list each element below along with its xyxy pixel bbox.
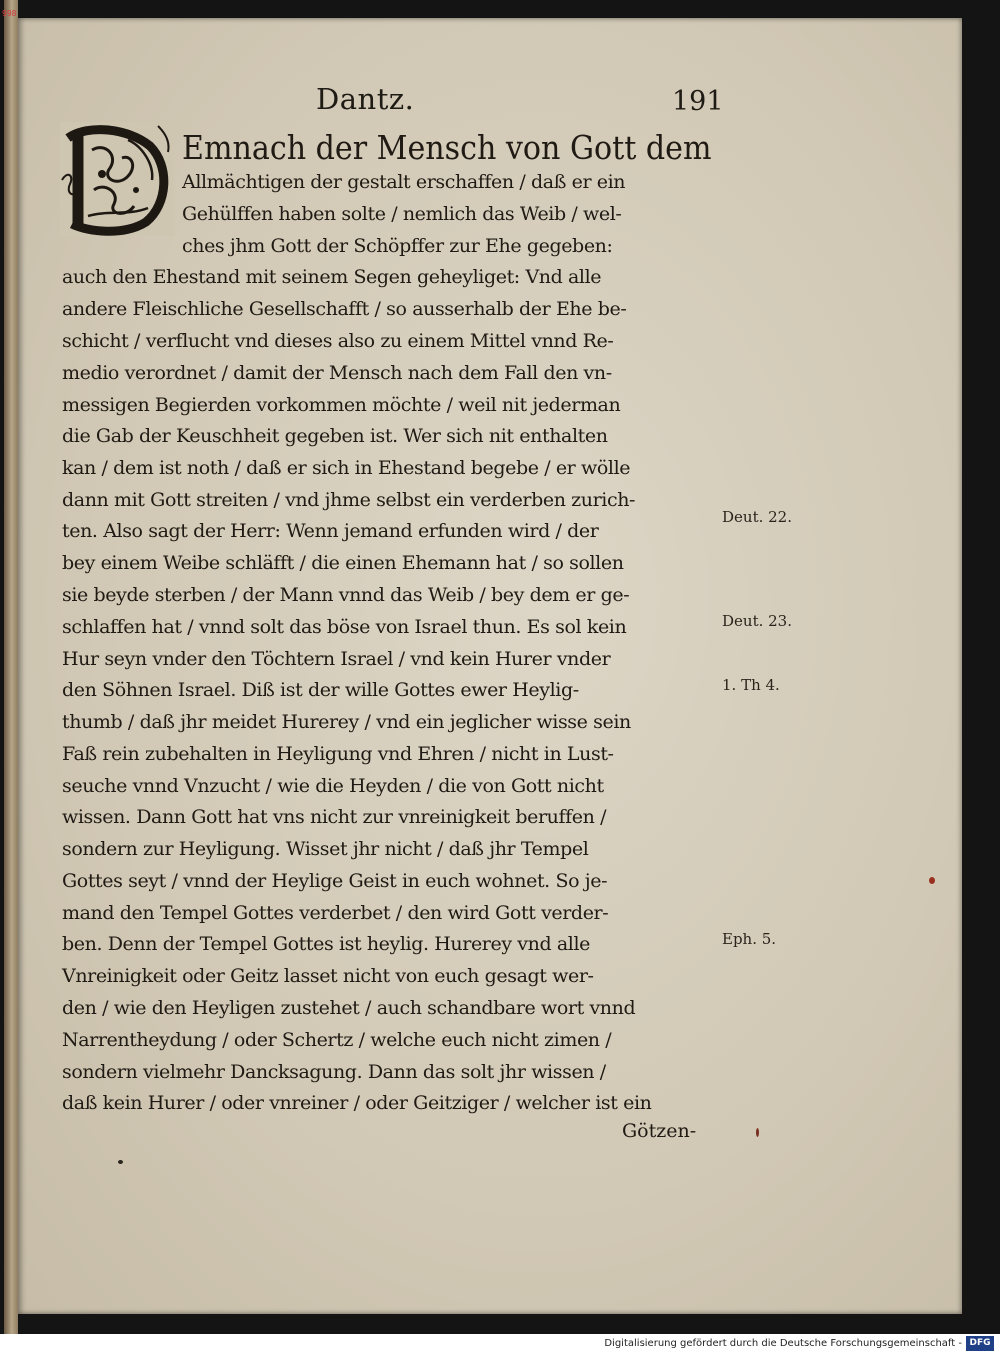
text-line: auch den Ehestand mit seinem Segen geheyliget: Vnd alle xyxy=(62,266,602,288)
text-line: schlaffen hat / vnnd solt das böse von Israel thun. Es sol kein xyxy=(62,616,627,638)
text-line: schicht / verflucht vnd dieses also zu einem Mittel vnnd Re- xyxy=(62,330,614,352)
text-line: Gottes seyt / vnnd der Heylige Geist in euch wohnet. So je- xyxy=(62,870,608,892)
marginal-note: Deut. 22. xyxy=(722,508,792,526)
footer-bar xyxy=(0,1334,1000,1354)
text-line: Gehülffen haben solte / nemlich das Weib / wel- xyxy=(182,203,622,225)
book-edge xyxy=(4,0,18,1334)
text-line: Allmächtigen der gestalt erschaffen / daß er ein xyxy=(182,171,626,193)
text-line: sondern zur Heyligung. Wisset jhr nicht / daß jhr Tempel xyxy=(62,838,589,860)
text-line: seuche vnnd Vnzucht / wie die Heyden / die von Gott nicht xyxy=(62,775,604,797)
text-line: Hur seyn vnder den Töchtern Israel / vnd kein Hurer vnder xyxy=(62,648,611,670)
ink-speck xyxy=(756,1128,759,1137)
marginal-note: Deut. 23. xyxy=(722,612,792,630)
page-number: 191 xyxy=(672,86,724,117)
text-line: messigen Begierden vorkommen möchte / weil nit jederman xyxy=(62,394,621,416)
text-line: Faß rein zubehalten in Heyligung vnd Ehren / nicht in Lust- xyxy=(62,743,614,765)
ink-speck xyxy=(929,877,935,884)
marginal-note: Eph. 5. xyxy=(722,930,777,948)
text-line: sondern vielmehr Dancksagung. Dann das solt jhr wissen / xyxy=(62,1061,606,1083)
text-line: thumb / daß jhr meidet Hurerey / vnd ein jeglicher wisse sein xyxy=(62,711,631,733)
catchword: Götzen- xyxy=(622,1120,697,1142)
marginal-note: 1. Th 4. xyxy=(722,676,780,694)
text-line: Vnreinigkeit oder Geitz lasset nicht von euch gesagt wer- xyxy=(62,965,594,987)
text-line: sie beyde sterben / der Mann vnnd das Weib / bey dem er ge- xyxy=(62,584,630,606)
text-line: ches jhm Gott der Schöpffer zur Ehe gegeben: xyxy=(182,235,613,257)
text-line: den / wie den Heyligen zustehet / auch schandbare wort vnnd xyxy=(62,997,636,1019)
text-line: Emnach der Mensch von Gott dem xyxy=(182,128,712,167)
scan-id: 998 xyxy=(2,9,17,18)
text-line: die Gab der Keuschheit gegeben ist. Wer sich nit enthalten xyxy=(62,425,608,447)
page-title: Dantz. xyxy=(316,82,415,116)
footer-credit: Digitalisierung gefördert durch die Deutsche Forschungsgemeinschaft - xyxy=(604,1338,962,1349)
decorated-initial-icon xyxy=(58,120,176,238)
text-line: ten. Also sagt der Herr: Wenn jemand erfunden wird / der xyxy=(62,520,599,542)
text-line: mand den Tempel Gottes verderbet / den wird Gott verder- xyxy=(62,902,609,924)
text-line: bey einem Weibe schläfft / die einen Ehemann hat / so sollen xyxy=(62,552,624,574)
text-line: medio verordnet / damit der Mensch nach dem Fall den vn- xyxy=(62,362,612,384)
text-line: ben. Denn der Tempel Gottes ist heylig. Hurerey vnd alle xyxy=(62,933,590,955)
text-line: den Söhnen Israel. Diß ist der wille Gottes ewer Heylig- xyxy=(62,679,579,701)
text-line: dann mit Gott streiten / vnd jhme selbst ein verderben zurich- xyxy=(62,489,636,511)
dfg-logo: DFG xyxy=(966,1336,994,1351)
text-line: andere Fleischliche Gesellschafft / so ausserhalb der Ehe be- xyxy=(62,298,627,320)
text-line: wissen. Dann Gott hat vns nicht zur vnreinigkeit beruffen / xyxy=(62,806,607,828)
text-line: Narrentheydung / oder Schertz / welche euch nicht zimen / xyxy=(62,1029,612,1051)
text-line: daß kein Hurer / oder vnreiner / oder Geitziger / welcher ist ein xyxy=(62,1092,652,1114)
ink-speck xyxy=(118,1160,123,1164)
text-line: kan / dem ist noth / daß er sich in Ehestand begebe / er wölle xyxy=(62,457,631,479)
